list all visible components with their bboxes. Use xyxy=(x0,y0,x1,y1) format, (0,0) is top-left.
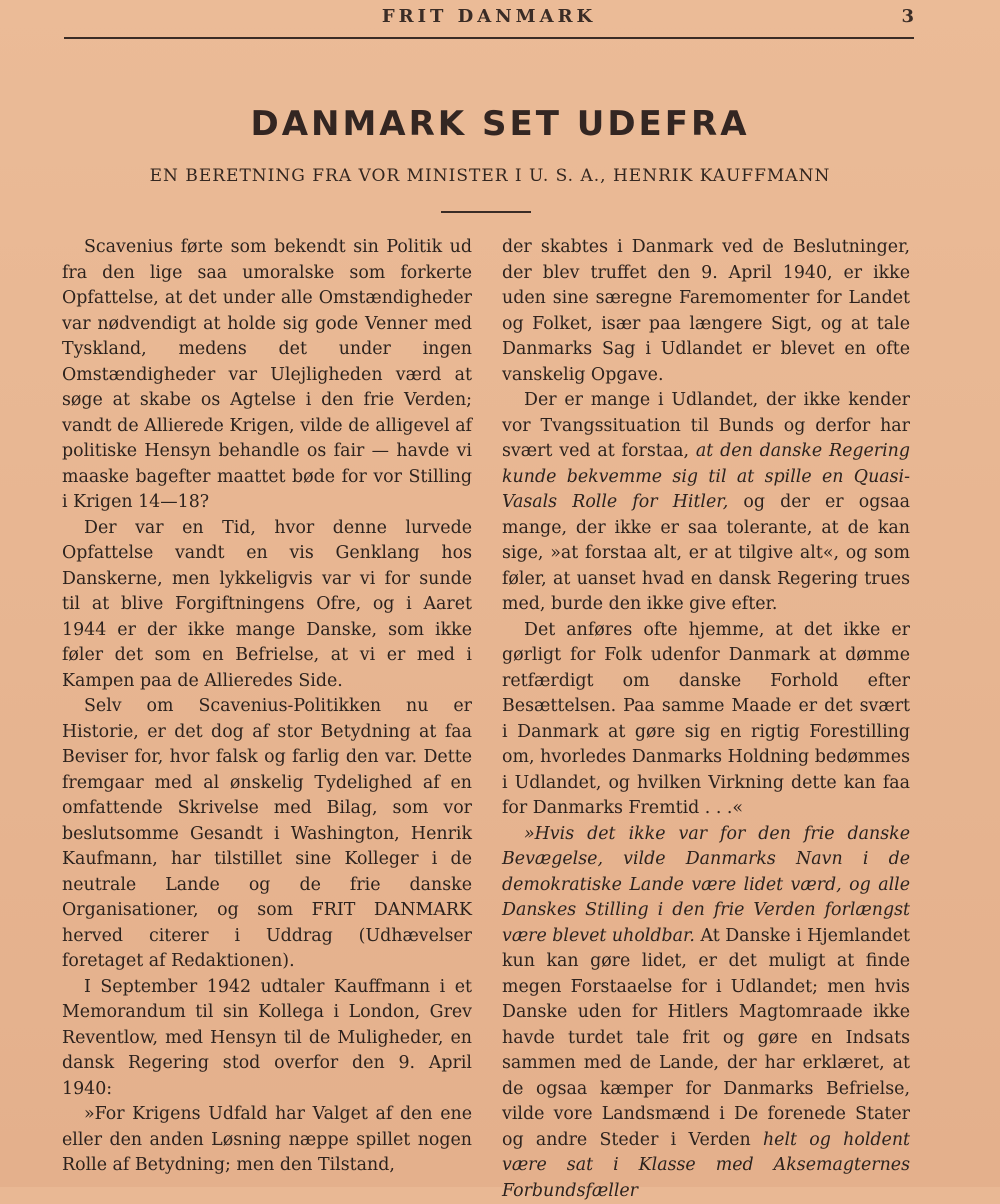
text-run: Der er mange i Udlandet, der ikke kender vor Tvangssituation til Bunds og derfor har svært ved at forstaa, xyxy=(502,390,910,461)
paragraph: »For Krigens Udfald har Valget af den ene eller den anden Løsning næppe spillet nogen Rolle af Betydning; men den Tilstand, xyxy=(62,1102,472,1179)
text-run: At Danske i Hjemlandet kun kan gøre lidet, er det muligt at finde megen Forstaaelse for i Udlandet; men hvis Danske uden for Hitlers Magtomraade ikke havde turdet tale frit og gøre en Indsats sammen med de Lande, der har erklæret, at de ogsaa kæmper for Danmarks Befrielse, vilde vore Landsmænd i De forenede Stater og andre Steder i Verden xyxy=(502,926,910,1150)
paragraph: Selv om Scavenius-Politikken nu er Historie, er det dog af stor Betydning at faa Beviser for, hvor falsk og farlig den var. Dette fremgaar med al ønskelig Tydelighed af en omfattende Skrivelse med Bilag, som vor beslutsomme Gesandt i Washington, Henrik Kaufmann, har tilstillet sine Kolleger i de neutrale Lande og de frie danske Organisationer, og som FRIT DANMARK herved citerer i Uddrag (Udhævelser foretaget af Redaktionen). xyxy=(62,694,472,975)
header-rule xyxy=(64,37,914,39)
emphasis: »Hvis det ikke var for den frie danske Bevægelse, vilde Danmarks Navn i de demokratiske Lande være lidet værd, og alle Danskes Stilling i den frie Verden forlængst være blevet uholdbar. xyxy=(502,824,910,946)
paragraph: Der var en Tid, hvor denne lurvede Opfattelse vandt en vis Genklang hos Danskerne, men lykkeligvis var vi for sunde til at blive Forgiftningens Ofre, og i Aaret 1944 er der ikke mange Danske, som ikke føler det som en Befrielse, at vi er med i Kampen paa de Allieredes Side. xyxy=(62,516,472,695)
emphasis: helt og holdent være sat i Klasse med Aksemagternes Forbundsfæller xyxy=(502,1130,910,1201)
right-column xyxy=(502,235,910,1204)
article-title: DANMARK SET UDEFRA xyxy=(0,104,1000,144)
article-subtitle: EN BERETNING FRA VOR MINISTER I U. S. A., HENRIK KAUFFMANN xyxy=(0,166,980,186)
running-head xyxy=(64,6,914,32)
paragraph: Det anføres ofte hjemme, at det ikke er gørligt for Folk udenfor Danmark at dømme retfærdigt om danske Forhold efter Besættelsen. Paa samme Maade er det svært i Danmark at gøre sig en rigtig Forestilling om, hvorledes Danmarks Holdning bedømmes i Udlandet, og hvilken Virkning dette kan faa for Danmarks Fremtid . . .« xyxy=(502,618,910,822)
running-title: FRIT DANMARK xyxy=(64,6,914,27)
paragraph xyxy=(502,822,910,1204)
text-run: og der er ogsaa mange, der ikke er saa tolerante, at de kan sige, »at forstaa alt, er at tilgive alt«, og som føler, at uanset hvad en dansk Regering trues med, burde den ikke give efter. xyxy=(502,492,910,614)
left-column xyxy=(62,235,472,1179)
paragraph: Scavenius førte som bekendt sin Politik ud fra den lige saa umoralske som forkerte Opfattelse, at det under alle Omstændigheder var nødvendigt at holde sig gode Venner med Tyskland, medens det under ingen Omstændigheder var Ulejligheden værd at søge at skabe os Agtelse i den frie Verden; vandt de Allierede Krigen, vilde de alligevel af politiske Hensyn behandle os fair — havde vi maaske bagefter maattet bøde for vor Stilling i Krigen 14—18? xyxy=(62,235,472,516)
page-number: 3 xyxy=(901,6,914,27)
title-divider xyxy=(441,211,531,213)
paragraph: I September 1942 udtaler Kauffmann i et Memorandum til sin Kollega i London, Grev Reventlow, med Hensyn til de Muligheder, en dansk Regering stod overfor den 9. April 1940: xyxy=(62,975,472,1103)
emphasis: at den danske Regering kunde bekvemme sig til at spille en Quasi-Vasals Rolle for Hitler, xyxy=(502,441,910,512)
paragraph xyxy=(502,388,910,618)
paragraph: der skabtes i Danmark ved de Beslutninger, der blev truffet den 9. April 1940, er ikke uden sine særegne Faremomenter for Landet og Folket, især paa længere Sigt, og at tale Danmarks Sag i Udlandet er blevet en ofte vanskelig Opgave. xyxy=(502,235,910,388)
